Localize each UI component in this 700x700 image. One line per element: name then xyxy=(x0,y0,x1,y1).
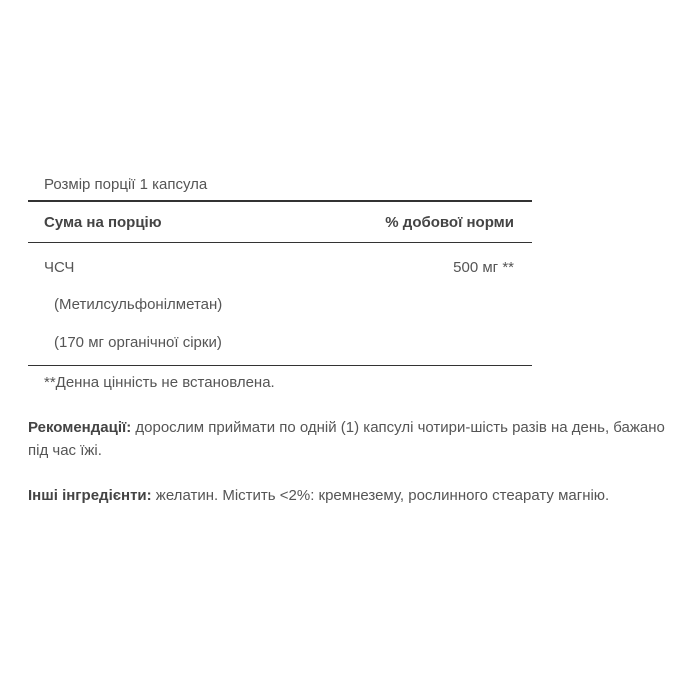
ingredient-subline-2: (170 мг органічної сірки) xyxy=(54,334,222,351)
table-row xyxy=(28,253,532,281)
footnote: **Денна цінність не встановлена. xyxy=(44,374,275,391)
recommendations-paragraph xyxy=(28,416,678,462)
other-ingredients-text: желатин. Містить <2%: кремнезему, рослинного стеарату магнію. xyxy=(151,487,610,504)
header-amount-per-serving: Сума на порцію xyxy=(44,213,162,231)
recommendations-label: Рекомендації: xyxy=(28,419,132,436)
ingredient-amount: 500 мг ** xyxy=(453,258,514,276)
header-daily-value: % добової норми xyxy=(385,213,514,231)
ingredient-name: ЧСЧ xyxy=(44,258,75,276)
supplement-facts-table xyxy=(28,170,532,366)
other-ingredients-label: Інші інгредієнти: xyxy=(28,487,152,504)
ingredient-subline-1: (Метилсульфонілметан) xyxy=(54,296,223,313)
table-body xyxy=(28,253,532,366)
serving-size: Розмір порції 1 капсула xyxy=(28,170,532,202)
other-ingredients-paragraph xyxy=(28,484,678,507)
table-header xyxy=(28,202,532,243)
recommendations-text: дорослим приймати по одній (1) капсулі чотири-шість разів на день, бажано під час їжі. xyxy=(28,419,665,459)
